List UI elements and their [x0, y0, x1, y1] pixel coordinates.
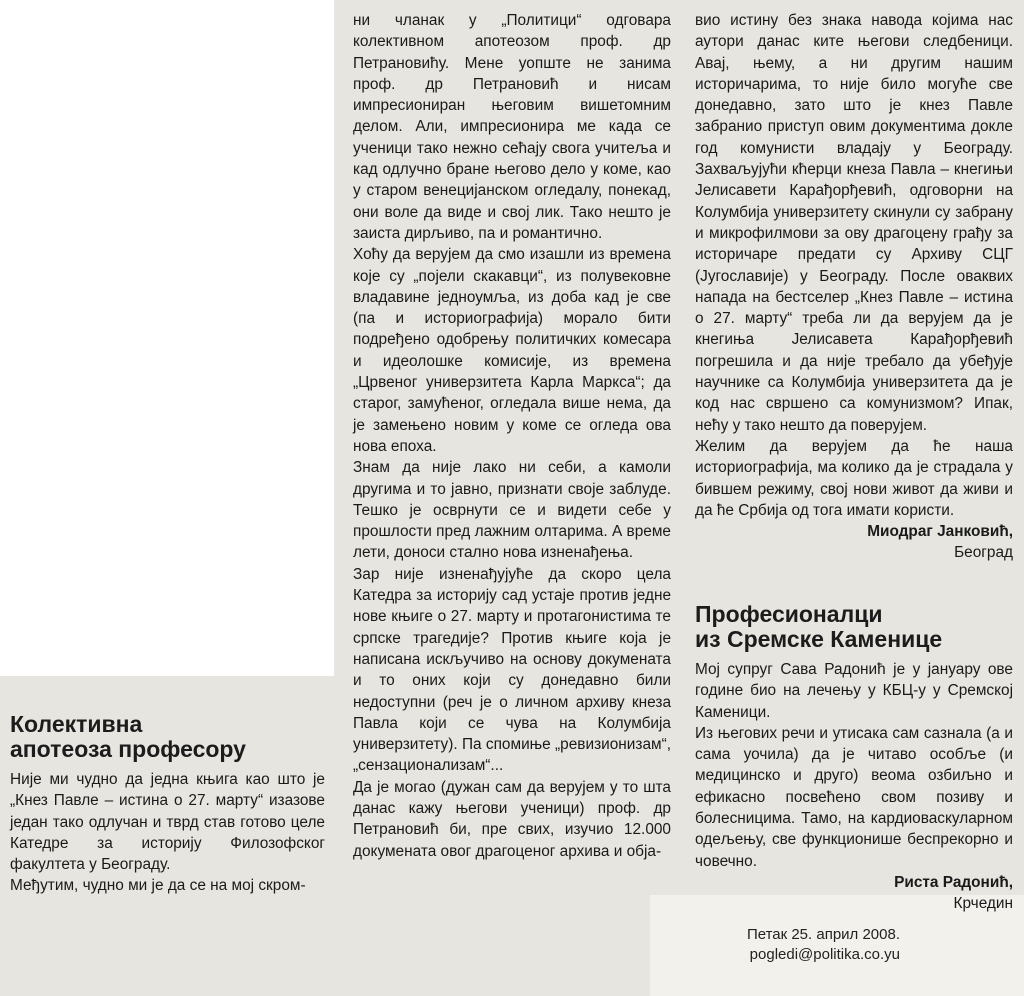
footer-date: Петак 25. април 2008.: [746, 926, 900, 943]
paragraph: Да је могао (дужан сам да верујем у то шта данас кажу његови ученици) проф. др Петрановић би, пре свих, изучио 12.000 докумената овог драгоценог архива и обја-: [353, 778, 671, 860]
article1-title-line2: апотеоза професору: [10, 736, 246, 762]
paragraph: вио истину без знака навода којима нас аутори данас ките његови следбеници. Авај, њему, а ни другим нашим историчарима, то није било могуће све донедавно, зато што је кнез Павле забранио приступ овим документима докле год комунисти владају у Београду. Захваљујући кћерци кнеза Павла – кнегињи Јелисавети Карађорђевић, одговорни на Колумбија универзитету скинули су забрану и микрофилмови за ову драгоцену грађу за историчаре предати су Архиву СЦГ (Југославије) у Београду. После оваквих напада на бестселер „Кнез Павле – истина о 27. марту“ треба ли да верујем да је кнегиња Јелисавета Карађорђевић погрешила и да није требало да убеђује научнике са Колумбија универзитета да је код нас свршено са комунизмом? Ипак, нећу у тако нешто да поверујем.: [695, 12, 1013, 434]
article1-column-2: [353, 10, 671, 862]
paragraph: Међутим, чудно ми је да се на мој скром-: [10, 877, 306, 895]
article2-title: [695, 602, 1015, 652]
paragraph: Није ми чудно да једна књига као што је „Кнез Павле – истина о 27. марту“ изазове један тако одлучан и тврд став готово целе Катедре за историју Филозофског факултета у Београду.: [10, 771, 325, 874]
footer-email: pogledi@politika.co.yu: [749, 946, 900, 963]
paragraph: Из његових речи и утисака сам сазнала (а и сама уочила) да је читаво особље (и медицинско и друго) веома озбиљно и ефикасно посвећено свом позиву и болесницима. Тамо, на кардиоваскуларном одељењу, све функционише беспрекорно и човечно.: [695, 724, 1013, 870]
paragraph: Мој супруг Сава Радонић је у јануару ове године био на лечењу у КБЦ-у у Сремској Каменици.: [695, 661, 1013, 721]
paragraph: Хоћу да верујем да смо изашли из времена које су „појели скакавци“, из полувековне владавине једноумља, из доба кад је све (па и историографија) морало бити подређено одобрењу политичких комесара и идеолошке комисије, из времена „Црвеног универзитета Карла Маркса“; да старог, замућеног, огледала више нема, да је замењено новим у коме се огледа ова нова епоха.: [353, 246, 671, 455]
article2-body: [695, 659, 1013, 915]
article1-column-3: [695, 10, 1013, 564]
article2-signature-place: Крчедин: [953, 895, 1013, 913]
paragraph: Знам да није лако ни себи, а камоли другима и то јавно, признати своје заблуде. Тешко је осврнути се и видети себе у прошлости пред лажним олтарима. А време лети, доноси стално нова изненађења.: [353, 459, 671, 562]
article1-title-line1: Колективна: [10, 711, 143, 737]
article1-title: [10, 712, 330, 762]
paragraph: Желим да верујем да ће наша историографија, ма колико да је страдала у бившем режиму, свој нови живот да живи и да ће Србија од тога имати користи.: [695, 437, 1013, 519]
page-footer: [700, 925, 900, 965]
article1-signature-place: Београд: [954, 544, 1013, 562]
article2-title-line2: из Сремске Каменице: [695, 626, 943, 652]
paragraph: Зар није изненађујуће да скоро цела Катедра за историју сад устаје против једне нове књиге о 27. марту и протагонистима те српске трагедије? Против књиге која је написана искључиво на основу докумената и то оних који су донедавно били недоступни (реч је о личном архиву кнеза Павла који се чува на Колумбија универзитету). Па спомиње „ревизионизам“, „сензационализам“...: [353, 565, 671, 775]
paragraph: ни чланак у „Политици“ одговара колективном апотеозом проф. др Петрановићу. Мене уопште не занима проф. др Петрановић и нисам импресиониран његовим вишетомним делом. Али, импресионира ме када се ученици тако нежно сећају свога учитеља и кад одлучно бране његово дело у коме, као у старом венецијанском огледалу, понекад, они воле да виде и свој лик. Тако нешто је заиста дирљиво, па и романтично.: [353, 12, 671, 242]
article1-column-1: [10, 769, 325, 897]
article2-title-line1: Професионалци: [695, 601, 883, 627]
article1-signature-name: Миодраг Јанковић,: [867, 523, 1013, 541]
article2-signature-name: Риста Радонић,: [894, 873, 1013, 891]
